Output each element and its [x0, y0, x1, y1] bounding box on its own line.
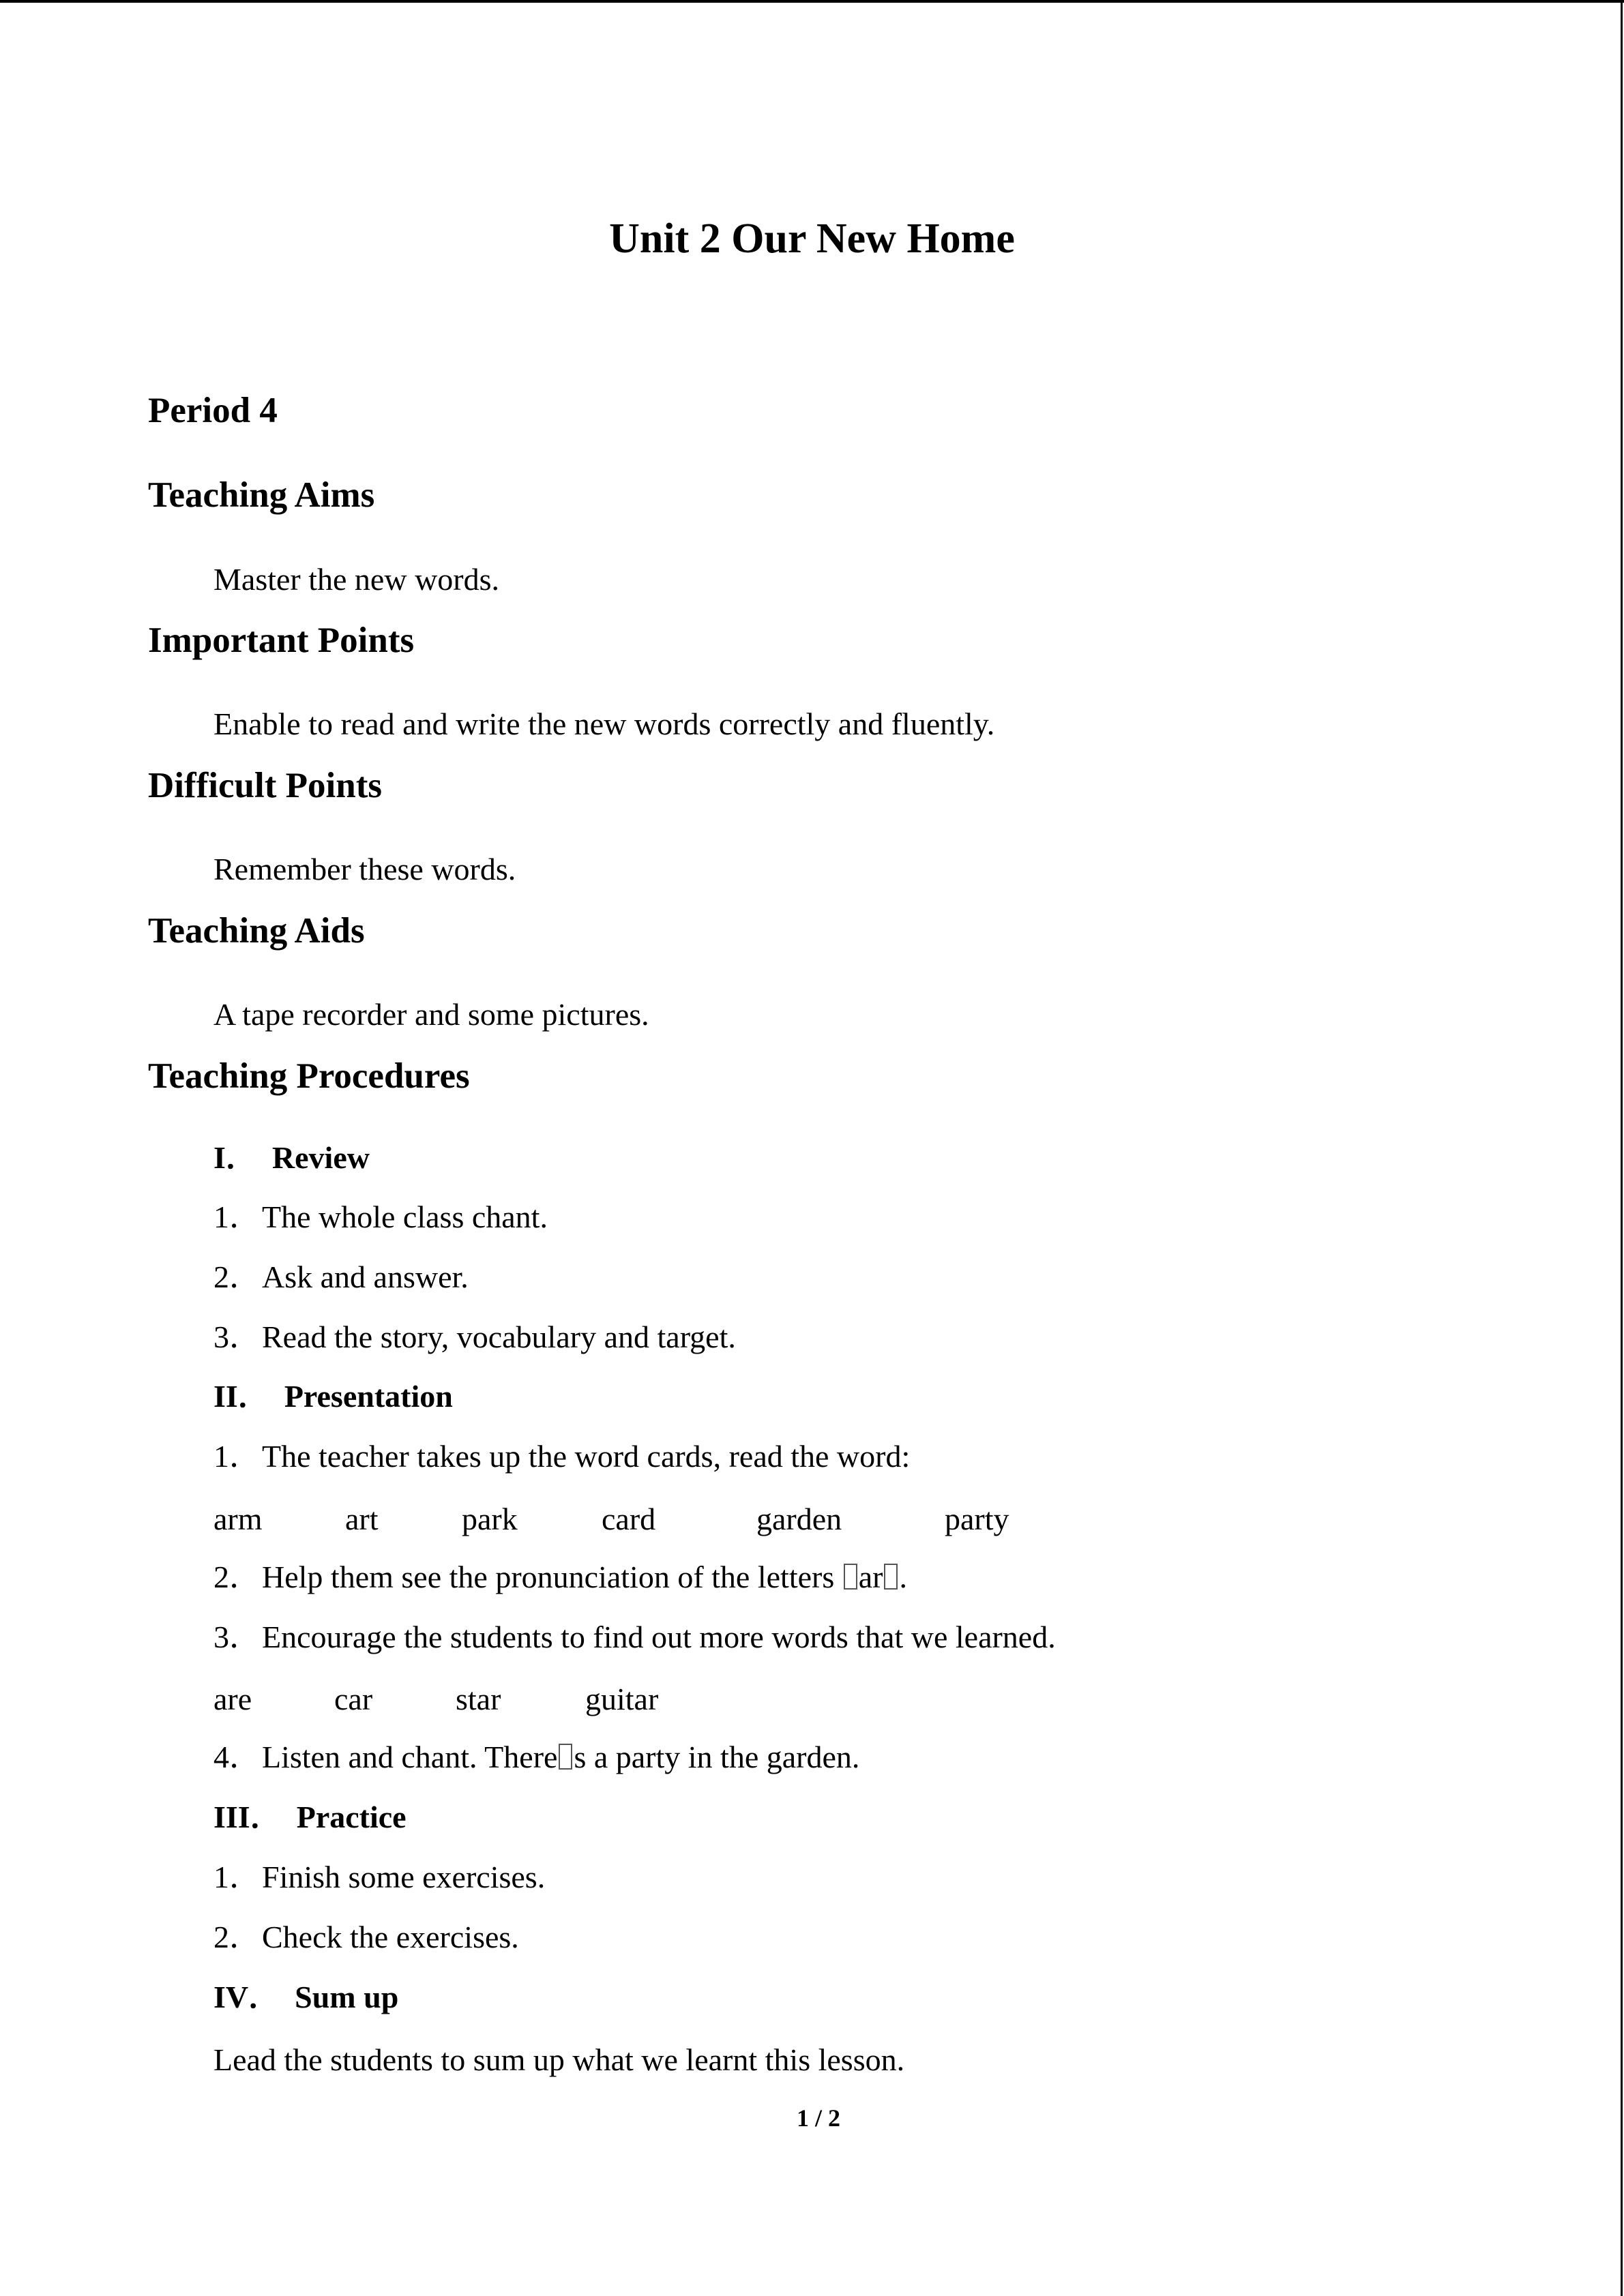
teaching-aims-text: Master the new words.	[213, 562, 500, 597]
word-guitar: guitar	[585, 1682, 659, 1716]
word-park: park	[462, 1502, 518, 1536]
section-number: III．	[213, 1800, 282, 1834]
item-number: 2．	[213, 1259, 261, 1294]
item-number: 3．	[213, 1620, 261, 1654]
document-title: Unit 2 Our New Home	[609, 215, 1015, 262]
period-heading: Period 4	[148, 391, 278, 430]
word-arm: arm	[213, 1502, 263, 1536]
item-text: Help them see the pronunciation of the letters	[262, 1560, 842, 1594]
page-right-border	[1621, 0, 1623, 2296]
difficult-points-heading: Difficult Points	[148, 766, 382, 805]
important-points-heading: Important Points	[148, 621, 415, 660]
item-number: 1．	[213, 1860, 261, 1894]
word-are: are	[213, 1682, 252, 1716]
page-number: 1 / 2	[796, 2104, 840, 2132]
sum-up-heading	[213, 1978, 398, 2017]
list-item	[213, 1317, 736, 1357]
teaching-aids-text: A tape recorder and some pictures.	[213, 997, 649, 1032]
list-item	[213, 1918, 519, 1957]
item-number: 2．	[213, 1560, 261, 1594]
item-number: 4．	[213, 1740, 261, 1774]
item-text: Read the story, vocabulary and target.	[262, 1320, 736, 1354]
list-item	[213, 1197, 548, 1237]
item-number: 2．	[213, 1920, 261, 1954]
item-number: 1．	[213, 1439, 261, 1474]
list-item	[213, 1557, 907, 1597]
teaching-aims-heading: Teaching Aims	[148, 475, 375, 515]
item-text: Check the exercises.	[262, 1920, 519, 1954]
list-item	[213, 1257, 469, 1297]
word-car: car	[334, 1682, 373, 1716]
item-number: 1．	[213, 1199, 261, 1234]
difficult-points-text: Remember these words.	[213, 852, 516, 886]
word-star: star	[456, 1682, 501, 1716]
section-number: IV．	[213, 1980, 280, 2014]
section-label: Sum up	[295, 1980, 399, 2014]
section-label: Review	[271, 1140, 370, 1175]
item-text: The teacher takes up the word cards, read the word:	[262, 1439, 911, 1474]
list-item	[213, 1617, 1056, 1657]
word-card: card	[602, 1502, 656, 1536]
list-item	[213, 1738, 859, 1777]
word-party: party	[945, 1502, 1009, 1536]
word-garden: garden	[756, 1502, 842, 1536]
missing-glyph-box	[884, 1564, 898, 1590]
word-art: art	[345, 1502, 379, 1536]
section-number: II．	[213, 1379, 269, 1414]
missing-glyph-box	[844, 1564, 857, 1590]
item-text-end: s a party in the garden.	[574, 1740, 860, 1774]
item-text: Finish some exercises.	[262, 1860, 546, 1894]
item-text: Ask and answer.	[262, 1259, 469, 1294]
page-top-border	[0, 0, 1624, 3]
item-text: Encourage the students to find out more words that we learned.	[262, 1620, 1056, 1654]
list-item	[213, 1858, 545, 1897]
practice-heading	[213, 1798, 407, 1837]
teaching-procedures-heading: Teaching Procedures	[148, 1056, 470, 1096]
item-text: The whole class chant.	[262, 1199, 548, 1234]
section-label: Practice	[296, 1800, 407, 1834]
teaching-aids-heading: Teaching Aids	[148, 911, 365, 951]
presentation-heading	[213, 1377, 453, 1416]
item-text-end: .	[899, 1560, 907, 1594]
list-item	[213, 1437, 910, 1476]
review-heading	[213, 1138, 370, 1178]
section-number: I．	[213, 1140, 257, 1175]
letters-text: ar	[858, 1560, 883, 1594]
missing-glyph-box	[559, 1744, 572, 1770]
section-label: Presentation	[284, 1379, 453, 1414]
item-number: 3．	[213, 1320, 261, 1354]
important-points-text: Enable to read and write the new words correctly and fluently.	[213, 706, 995, 741]
item-text: Listen and chant. There	[262, 1740, 558, 1774]
sum-up-text: Lead the students to sum up what we learnt this lesson.	[213, 2042, 905, 2077]
